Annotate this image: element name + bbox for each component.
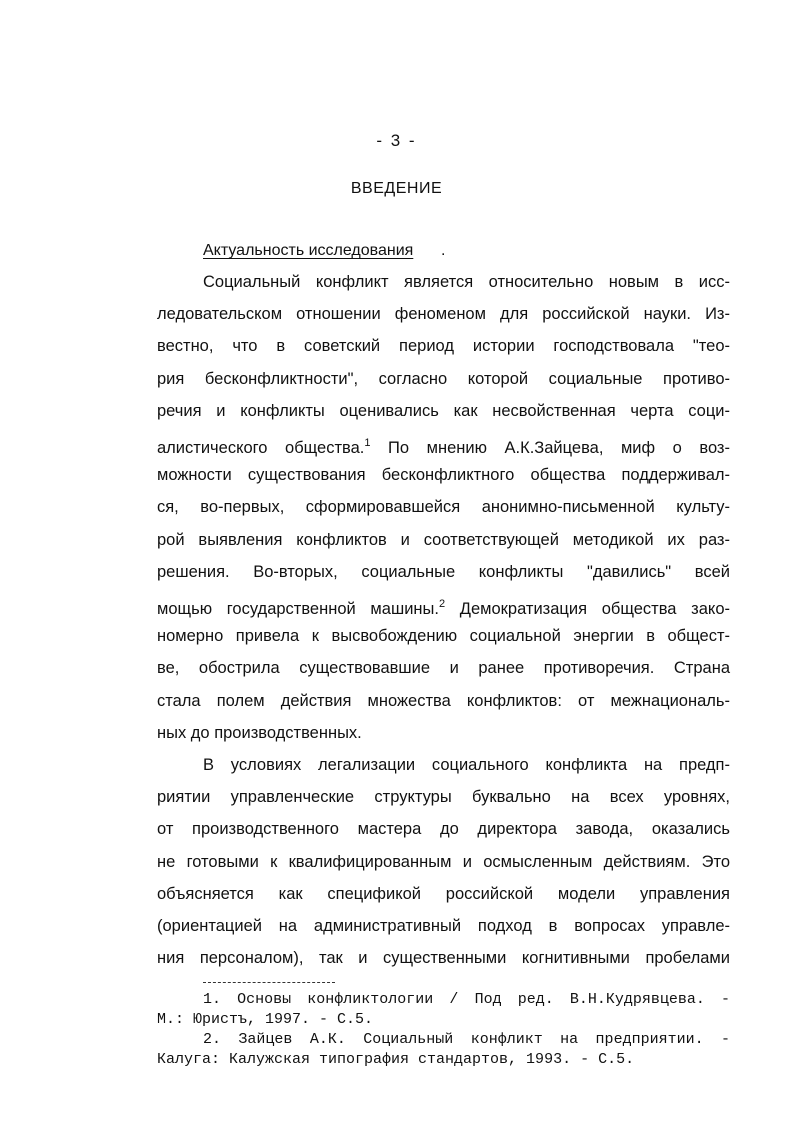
body-line: Социальный конфликт является относительно новым в исс-	[203, 273, 730, 291]
body-line: рия бесконфликтности", согласно которой социальные противо-	[157, 370, 730, 388]
body-line: не готовыми к квалифицированным и осмысленным действиям. Это	[157, 853, 730, 871]
subheading: Актуальность исследования	[203, 242, 414, 259]
body-line: можности существования бесконфликтного общества поддерживал-	[157, 466, 730, 484]
body-line: ния персоналом), так и существенными когнитивными пробелами	[157, 949, 730, 967]
body-line: номерно привела к высвобождению социальной энергии в общест-	[157, 627, 730, 645]
body-line: решения. Во-вторых, социальные конфликты "давились" всей	[157, 563, 730, 581]
body-line: (ориентацией на административный подход в вопросах управле-	[157, 917, 730, 935]
footnote-reference: 1	[364, 437, 371, 449]
body-line: ных до производственных.	[157, 724, 362, 742]
body-line: В условиях легализации социального конфликта на предп-	[203, 756, 730, 774]
page-number: - 3 -	[376, 131, 417, 150]
body-line: рой выявления конфликтов и соответствующей методикой их раз-	[157, 531, 730, 549]
body-line: ледовательском отношении феноменом для российской науки. Из-	[157, 305, 730, 323]
body-line: риятии управленческие структуры буквально на всех уровнях,	[157, 788, 730, 806]
footnote-separator	[203, 982, 335, 983]
body-line: стала полем действия множества конфликтов: от межнациональ-	[157, 692, 730, 710]
body-line: вестно, что в советский период истории господствовала "тео-	[157, 337, 730, 355]
section-heading: ВВЕДЕНИЕ	[350, 180, 443, 197]
footnote-line: 2. Зайцев А.К. Социальный конфликт на предприятии. -	[203, 1031, 730, 1048]
subheading-period: .	[441, 242, 446, 259]
body-line: мощью государственной машины.$^2$ Демократизация общества зако-	[157, 598, 730, 618]
body-line: речия и конфликты оценивались как несвойственная черта соци-	[157, 402, 730, 420]
body-line: алистического общества.$^1$ По мнению А.К.Зайцева, миф о воз-	[157, 437, 730, 457]
footnote-line: 1. Основы конфликтологии / Под ред. В.Н.Кудрявцева. -	[203, 991, 730, 1008]
footnote-line: Калуга: Калужская типография стандартов, 1993. - С.5.	[157, 1051, 635, 1068]
body-line: ве, обострила существовавшие и ранее противоречия. Страна	[157, 659, 730, 677]
footnote-line: М.: Юристъ, 1997. - С.5.	[157, 1011, 374, 1028]
body-line: ся, во-первых, сформировавшейся анонимно-письменной культу-	[157, 498, 730, 516]
footnote-reference: 2	[438, 598, 446, 610]
body-line: объясняется как спецификой российской модели управления	[157, 885, 730, 903]
body-line: от производственного мастера до директора завода, оказались	[157, 820, 730, 838]
